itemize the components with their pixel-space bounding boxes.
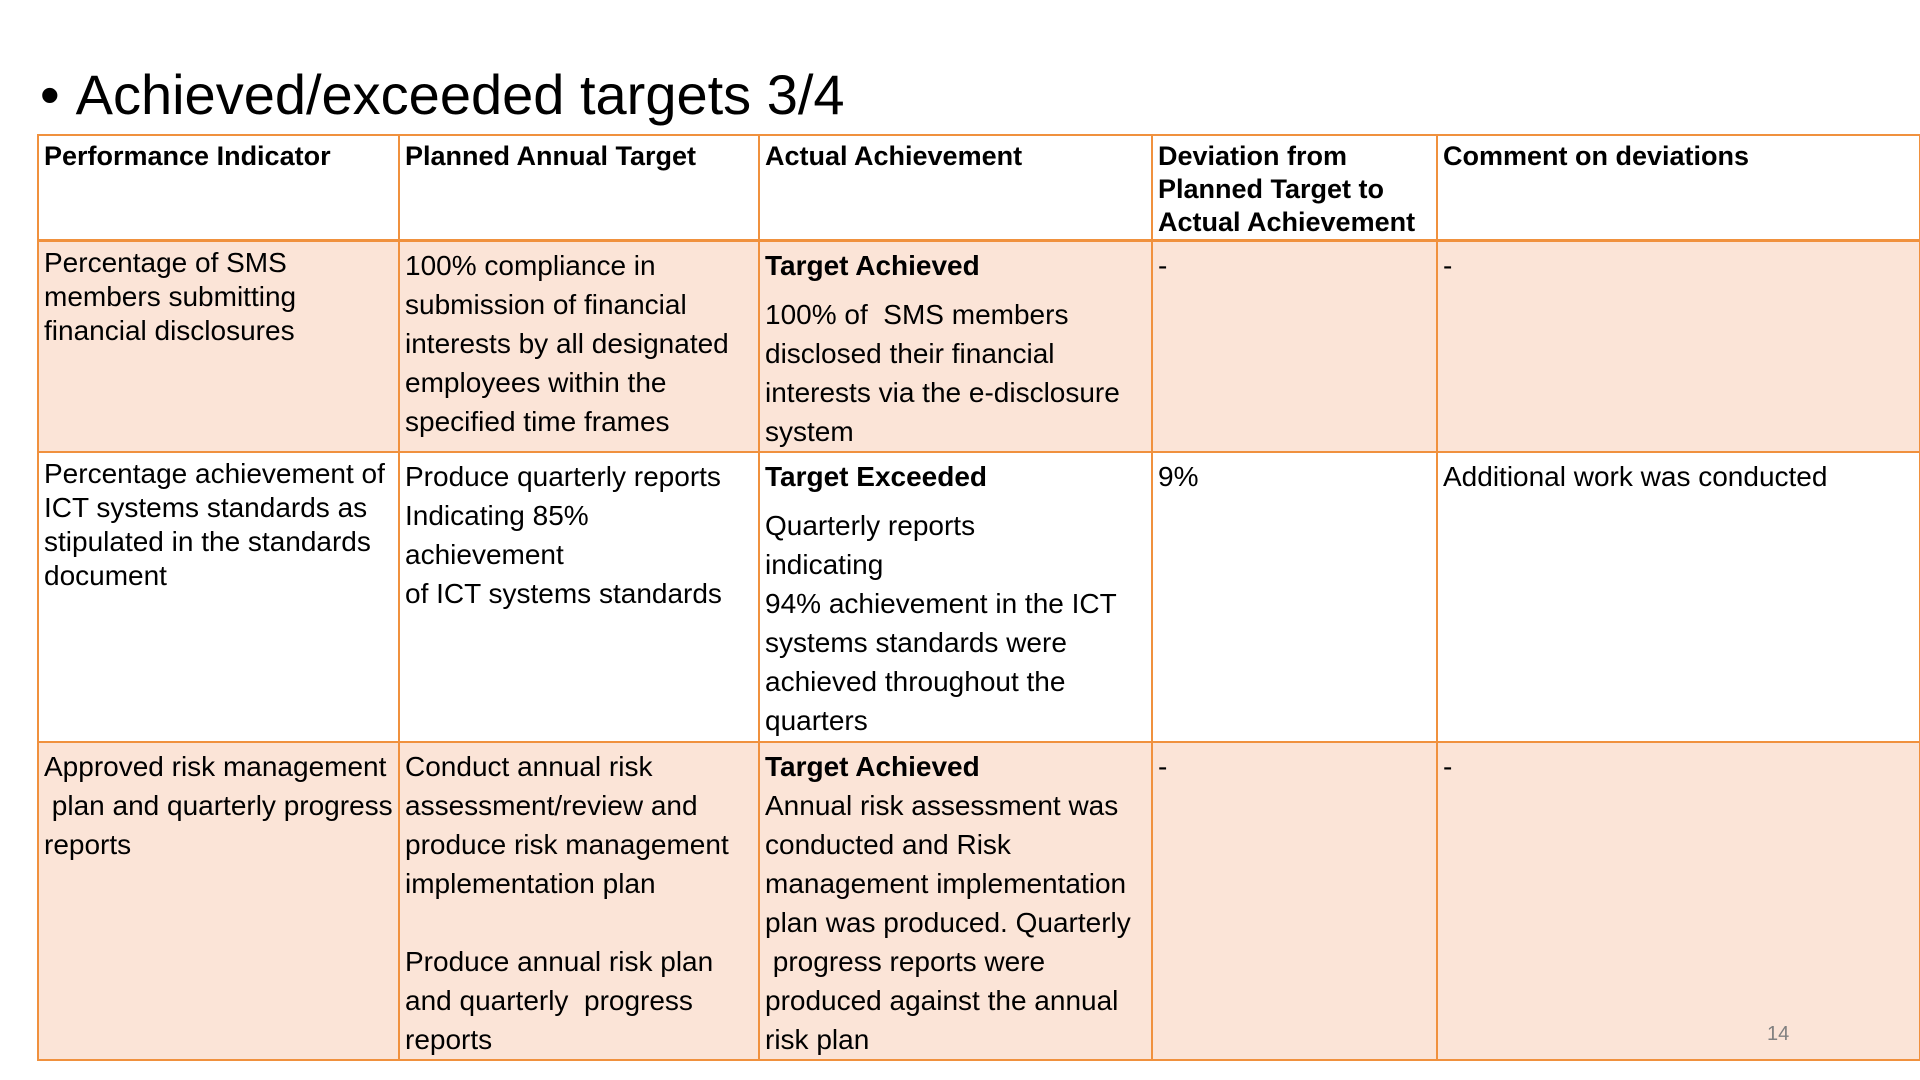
comment-cell: Additional work was conducted [1437,452,1920,742]
deviation-cell: 9% [1152,452,1437,742]
actual-line: plan was produced. Quarterly [765,907,1131,938]
indicator-line: reports [44,829,132,860]
actual-line: interests via the e-disclosure [765,377,1120,408]
planned-line: Indicating 85% [405,500,589,531]
actual-line: 100% of SMS members [765,299,1069,330]
page-number: 14 [1767,1023,1790,1045]
planned-target-cell [399,241,759,453]
planned-line: Produce quarterly reports [405,461,721,492]
planned-line: Conduct annual risk [405,751,653,782]
header-comment-on-deviations: Comment on deviations [1437,135,1920,241]
performance-targets-table [37,134,1920,1061]
slide-title [40,62,845,128]
actual-achievement-cell [759,452,1152,742]
slide-title-text: Achieved/exceeded targets 3/4 [75,63,845,126]
bullet-marker: • [40,63,60,126]
actual-achievement-cell [759,742,1152,1060]
paragraph-gap [405,903,753,942]
planned-line: interests by all designated [405,328,729,359]
planned-line: produce risk management [405,829,729,860]
comment-cell: - [1437,241,1920,453]
planned-line: Produce annual risk plan [405,946,714,977]
actual-achievement-cell [759,241,1152,453]
actual-line: Quarterly reports [765,510,976,541]
actual-line: quarters [765,705,868,736]
actual-line: indicating [765,549,884,580]
header-deviation: Deviation from Planned Target to Actual Achievement [1152,135,1437,241]
actual-line: achieved throughout the [765,666,1066,697]
indicator-line: Approved risk management [44,751,387,782]
indicator-cell [38,742,399,1060]
header-planned-annual-target: Planned Annual Target [399,135,759,241]
header-performance-indicator: Performance Indicator [38,135,399,241]
planned-line: reports [405,1024,493,1055]
status-label: Target Achieved [765,751,980,782]
planned-line: of ICT systems standards [405,578,722,609]
planned-target-cell [399,452,759,742]
comment-cell: - [1437,742,1920,1060]
actual-line: disclosed their financial [765,338,1055,369]
indicator-cell: Percentage achievement of ICT systems standards as stipulated in the standards document [38,452,399,742]
actual-line: conducted and Risk [765,829,1011,860]
actual-line: Annual risk assessment was [765,790,1119,821]
actual-line: risk plan [765,1024,870,1055]
indicator-cell: Percentage of SMS members submitting financial disclosures [38,241,399,453]
actual-line: system [765,416,854,447]
actual-line: 94% achievement in the ICT [765,588,1117,619]
planned-line: specified time frames [405,406,670,437]
table-row [38,742,1920,1060]
planned-line: submission of financial [405,289,687,320]
planned-line: employees within the [405,367,667,398]
actual-line: produced against the annual [765,985,1119,1016]
table-row [38,241,1920,453]
planned-target-cell [399,742,759,1060]
planned-line: 100% compliance in [405,250,656,281]
actual-line: systems standards were [765,627,1067,658]
indicator-line: plan and quarterly progress [44,790,393,821]
status-label: Target Exceeded [765,461,988,492]
planned-line: assessment/review and [405,790,698,821]
table-header-row [38,135,1920,241]
planned-line: achievement [405,539,564,570]
deviation-cell: - [1152,742,1437,1060]
planned-line: and quarterly progress [405,985,693,1016]
header-actual-achievement: Actual Achievement [759,135,1152,241]
deviation-cell: - [1152,241,1437,453]
actual-line: management implementation [765,868,1127,899]
planned-line: implementation plan [405,868,656,899]
status-label: Target Achieved [765,250,980,281]
table-row [38,452,1920,742]
actual-line: progress reports were [765,946,1046,977]
